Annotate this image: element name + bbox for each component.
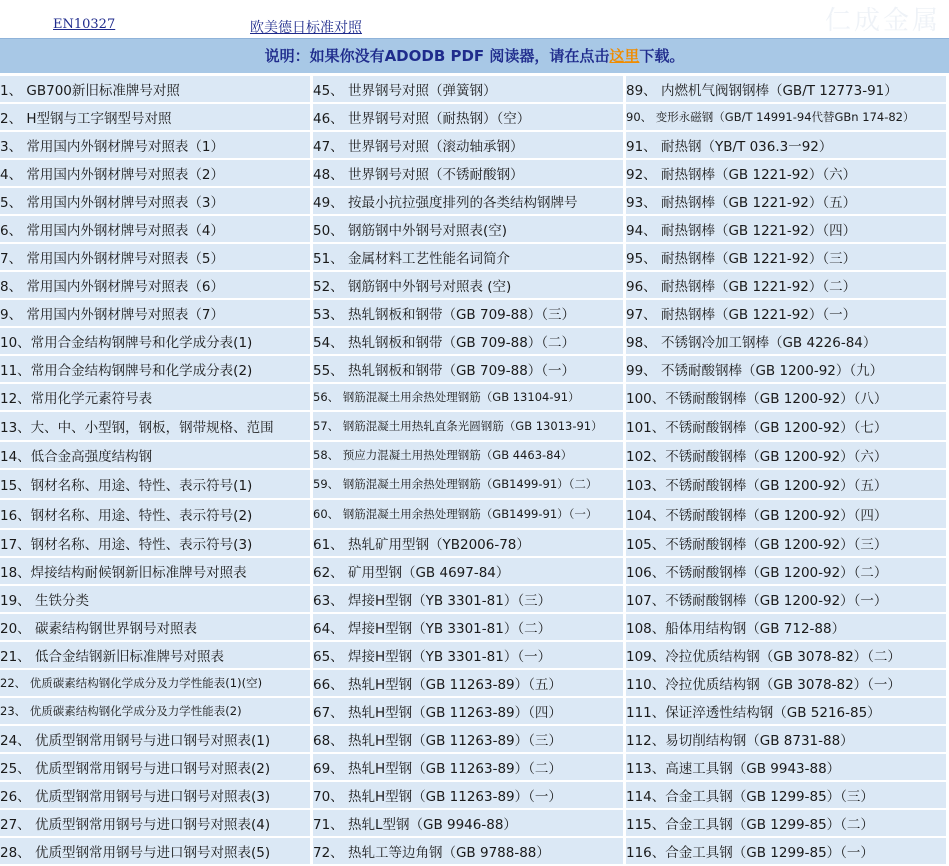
standard-entry-link[interactable]: 19、 生铁分类 — [0, 586, 313, 612]
table-row — [0, 726, 949, 752]
standard-entry-link[interactable]: 2、 H型钢与工字钢型号对照 — [0, 104, 313, 130]
standard-entry-link[interactable]: 97、 耐热钢棒（GB 1221-92）（一） — [626, 300, 949, 326]
table-row — [0, 244, 949, 270]
table-row — [0, 470, 949, 498]
standard-entry-link[interactable]: 14、低合金高强度结构钢 — [0, 442, 313, 468]
table-row — [0, 754, 949, 780]
standard-entry-link[interactable]: 106、不锈耐酸钢棒（GB 1200-92）（二） — [626, 558, 949, 584]
table-row — [0, 384, 949, 410]
standard-entry-link[interactable]: 51、 金属材料工艺性能名词简介 — [313, 244, 626, 270]
standard-entry-link[interactable]: 17、钢材名称、用途、特性、表示符号(3) — [0, 530, 313, 556]
table-row — [0, 642, 949, 668]
standard-entry-link[interactable]: 58、 预应力混凝土用热处理钢筋（GB 4463-84） — [313, 442, 626, 468]
standard-entry-link[interactable]: 61、 热轧矿用型钢（YB2006-78） — [313, 530, 626, 556]
standard-entry-link[interactable]: 6、 常用国内外钢材牌号对照表（4） — [0, 216, 313, 242]
download-here-link[interactable]: 这里 — [609, 47, 640, 65]
standard-entry-link[interactable]: 65、 焊接H型钢（YB 3301-81）（一） — [313, 642, 626, 668]
standard-entry-link[interactable]: 13、大、中、小型钢，钢板，钢带规格、范围 — [0, 412, 313, 440]
standard-entry-link[interactable]: 116、合金工具钢（GB 1299-85）（一） — [626, 838, 949, 864]
standard-entry-link[interactable]: 18、焊接结构耐候钢新旧标准牌号对照表 — [0, 558, 313, 584]
standard-entry-link[interactable]: 56、 钢筋混凝土用余热处理钢筋（GB 13104-91） — [313, 384, 626, 410]
table-row — [0, 272, 949, 298]
standard-entry-link[interactable]: 60、 钢筋混凝土用余热处理钢筋（GB1499-91）（一） — [313, 500, 626, 528]
standard-entry-link[interactable]: 66、 热轧H型钢（GB 11263-89）（五） — [313, 670, 626, 696]
standard-entry-link[interactable]: 99、 不锈耐酸钢棒（GB 1200-92）（九） — [626, 356, 949, 382]
table-row — [0, 558, 949, 584]
table-row — [0, 670, 949, 696]
standard-entry-link[interactable]: 100、不锈耐酸钢棒（GB 1200-92）（八） — [626, 384, 949, 410]
standard-entry-link[interactable]: 104、不锈耐酸钢棒（GB 1200-92）（四） — [626, 500, 949, 528]
standard-entry-link[interactable]: 69、 热轧H型钢（GB 11263-89）（二） — [313, 754, 626, 780]
table-row — [0, 328, 949, 354]
standard-entry-link[interactable]: 109、冷拉优质结构钢（GB 3078-82）（二） — [626, 642, 949, 668]
standards-comparison-link[interactable]: 欧美德日标准对照 — [250, 20, 362, 36]
standard-entry-link[interactable]: 54、 热轧钢板和钢带（GB 709-88）（二） — [313, 328, 626, 354]
standard-entry-link[interactable]: 112、易切削结构钢（GB 8731-88） — [626, 726, 949, 752]
standard-entry-link[interactable]: 11、常用合金结构钢牌号和化学成分表(2) — [0, 356, 313, 382]
standard-entry-link[interactable]: 15、钢材名称、用途、特性、表示符号(1) — [0, 470, 313, 498]
standard-entry-link[interactable]: 114、合金工具钢（GB 1299-85）（三） — [626, 782, 949, 808]
top-bar — [0, 0, 949, 38]
table-row — [0, 698, 949, 724]
table-row — [0, 500, 949, 528]
standard-entry-link[interactable]: 103、不锈耐酸钢棒（GB 1200-92）（五） — [626, 470, 949, 498]
standard-entry-link[interactable]: 96、 耐热钢棒（GB 1221-92）（二） — [626, 272, 949, 298]
notice-suffix: 下载。 — [639, 47, 685, 65]
standard-entry-link[interactable]: 1、 GB700新旧标准牌号对照 — [0, 76, 313, 102]
standard-entry-link[interactable]: 16、钢材名称、用途、特性、表示符号(2) — [0, 500, 313, 528]
standard-entry-link[interactable]: 52、 钢筋钢中外钢号对照表 (空) — [313, 272, 626, 298]
standard-entry-link[interactable]: 45、 世界钢号对照（弹簧钢） — [313, 76, 626, 102]
standard-entry-link[interactable]: 107、不锈耐酸钢棒（GB 1200-92）（一） — [626, 586, 949, 612]
standard-entry-link[interactable]: 20、 碳素结构钢世界钢号对照表 — [0, 614, 313, 640]
standard-entry-link[interactable]: 108、船体用结构钢（GB 712-88） — [626, 614, 949, 640]
standard-entry-link[interactable]: 26、 优质型钢常用钢号与进口钢号对照表(3) — [0, 782, 313, 808]
standard-entry-link[interactable]: 102、不锈耐酸钢棒（GB 1200-92）（六） — [626, 442, 949, 468]
table-row — [0, 76, 949, 102]
steel-standards-index-table — [0, 74, 949, 866]
standard-entry-link[interactable]: 98、 不锈钢冷加工钢棒（GB 4226-84） — [626, 328, 949, 354]
standard-entry-link[interactable]: 71、 热轧L型钢（GB 9946-88） — [313, 810, 626, 836]
standard-entry-link[interactable]: 63、 焊接H型钢（YB 3301-81）（三） — [313, 586, 626, 612]
standard-entry-link[interactable]: 49、 按最小抗拉强度排列的各类结构钢牌号 — [313, 188, 626, 214]
standard-entry-link[interactable]: 110、冷拉优质结构钢（GB 3078-82）（一） — [626, 670, 949, 696]
table-row — [0, 530, 949, 556]
standard-entry-link[interactable]: 89、 内燃机气阀钢钢棒（GB/T 12773-91） — [626, 76, 949, 102]
table-row — [0, 614, 949, 640]
table-row — [0, 160, 949, 186]
pdf-notice-bar — [0, 38, 949, 74]
standard-entry-link[interactable]: 95、 耐热钢棒（GB 1221-92）（三） — [626, 244, 949, 270]
standard-entry-link[interactable]: 70、 热轧H型钢（GB 11263-89）（一） — [313, 782, 626, 808]
standard-entry-link[interactable]: 4、 常用国内外钢材牌号对照表（2） — [0, 160, 313, 186]
standard-entry-link[interactable]: 10、常用合金结构钢牌号和化学成分表(1) — [0, 328, 313, 354]
standard-entry-link[interactable]: 22、 优质碳素结构钢化学成分及力学性能表(1)(空) — [0, 670, 313, 696]
standard-entry-link[interactable]: 55、 热轧钢板和钢带（GB 709-88）（一） — [313, 356, 626, 382]
notice-prefix: 说明：如果你没有ADODB PDF 阅读器，请在点击 — [264, 47, 610, 65]
standard-entry-link[interactable]: 92、 耐热钢棒（GB 1221-92）（六） — [626, 160, 949, 186]
standard-entry-link[interactable]: 90、 变形永磁钢（GB/T 14991-94代替GBn 174-82） — [626, 104, 949, 130]
standard-entry-link[interactable]: 47、 世界钢号对照（滚动轴承钢） — [313, 132, 626, 158]
standard-entry-link[interactable]: 27、 优质型钢常用钢号与进口钢号对照表(4) — [0, 810, 313, 836]
standard-entry-link[interactable]: 12、常用化学元素符号表 — [0, 384, 313, 410]
table-row — [0, 104, 949, 130]
standard-entry-link[interactable]: 48、 世界钢号对照（不锈耐酸钢） — [313, 160, 626, 186]
standard-entry-link[interactable]: 59、 钢筋混凝土用余热处理钢筋（GB1499-91）（二） — [313, 470, 626, 498]
standard-entry-link[interactable]: 113、高速工具钢（GB 9943-88） — [626, 754, 949, 780]
table-row — [0, 412, 949, 440]
table-row — [0, 300, 949, 326]
standard-entry-link[interactable]: 5、 常用国内外钢材牌号对照表（3） — [0, 188, 313, 214]
standard-entry-link[interactable]: 94、 耐热钢棒（GB 1221-92）（四） — [626, 216, 949, 242]
standard-entry-link[interactable]: 8、 常用国内外钢材牌号对照表（6） — [0, 272, 313, 298]
standard-entry-link[interactable]: 62、 矿用型钢（GB 4697-84） — [313, 558, 626, 584]
standard-entry-link[interactable]: 105、不锈耐酸钢棒（GB 1200-92）（三） — [626, 530, 949, 556]
standard-code-link[interactable]: EN10327 — [53, 17, 116, 32]
table-row — [0, 810, 949, 836]
standard-entry-link[interactable]: 50、 钢筋钢中外钢号对照表(空) — [313, 216, 626, 242]
table-row — [0, 586, 949, 612]
standard-entry-link[interactable]: 3、 常用国内外钢材牌号对照表（1） — [0, 132, 313, 158]
standard-entry-link[interactable]: 24、 优质型钢常用钢号与进口钢号对照表(1) — [0, 726, 313, 752]
standard-entry-link[interactable]: 25、 优质型钢常用钢号与进口钢号对照表(2) — [0, 754, 313, 780]
standard-entry-link[interactable]: 23、 优质碳素结构钢化学成分及力学性能表(2) — [0, 698, 313, 724]
table-row — [0, 356, 949, 382]
table-row — [0, 442, 949, 468]
standard-entry-link[interactable]: 28、 优质型钢常用钢号与进口钢号对照表(5) — [0, 838, 313, 864]
table-row — [0, 838, 949, 864]
standard-entry-link[interactable]: 7、 常用国内外钢材牌号对照表（5） — [0, 244, 313, 270]
brand-watermark: 仁成金属 — [824, 6, 941, 36]
standard-entry-link[interactable]: 67、 热轧H型钢（GB 11263-89）（四） — [313, 698, 626, 724]
table-row — [0, 132, 949, 158]
standard-entry-link[interactable]: 57、 钢筋混凝土用热轧直条光圆钢筋（GB 13013-91） — [313, 412, 626, 440]
standard-entry-link[interactable]: 53、 热轧钢板和钢带（GB 709-88）（三） — [313, 300, 626, 326]
standard-entry-link[interactable]: 21、 低合金结钢新旧标准牌号对照表 — [0, 642, 313, 668]
standard-entry-link[interactable]: 111、保证淬透性结构钢（GB 5216-85） — [626, 698, 949, 724]
standard-entry-link[interactable]: 64、 焊接H型钢（YB 3301-81）（二） — [313, 614, 626, 640]
table-row — [0, 782, 949, 808]
standard-entry-link[interactable]: 101、不锈耐酸钢棒（GB 1200-92）（七） — [626, 412, 949, 440]
standard-entry-link[interactable]: 72、 热轧工等边角钢（GB 9788-88） — [313, 838, 626, 864]
standard-entry-link[interactable]: 93、 耐热钢棒（GB 1221-92）（五） — [626, 188, 949, 214]
standard-entry-link[interactable]: 9、 常用国内外钢材牌号对照表（7） — [0, 300, 313, 326]
standard-entry-link[interactable]: 91、 耐热钢（YB/T 036.3一92） — [626, 132, 949, 158]
index-table-body — [0, 76, 949, 864]
standard-entry-link[interactable]: 68、 热轧H型钢（GB 11263-89）（三） — [313, 726, 626, 752]
standard-entry-link[interactable]: 115、合金工具钢（GB 1299-85）（二） — [626, 810, 949, 836]
table-row — [0, 188, 949, 214]
table-row — [0, 216, 949, 242]
standard-entry-link[interactable]: 46、 世界钢号对照（耐热钢）（空） — [313, 104, 626, 130]
